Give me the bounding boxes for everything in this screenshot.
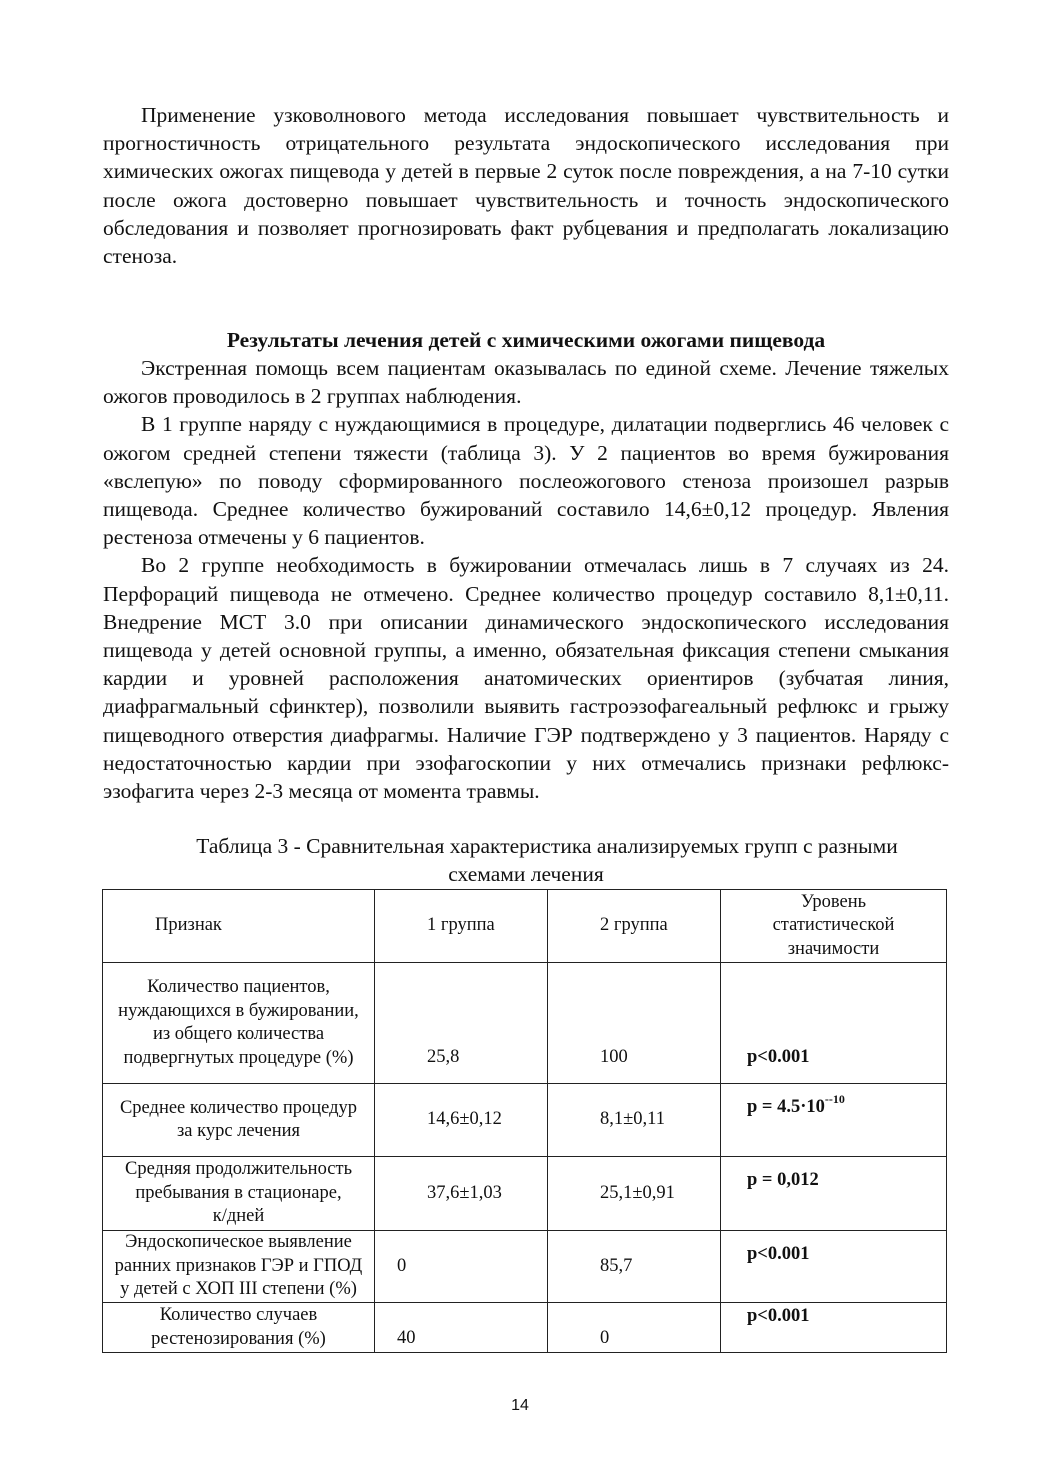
row-group-1-value: 0 <box>375 1231 548 1303</box>
paragraph-narrowband-method: Применение узковолнового метода исследования повышает чувствительность и прогностичность отрицательного результата эндоскопического исследования при химических ожогах пищевода у детей в первые 2 суток после повреждения, а на 7-10 сутки после ожога достоверно повышает чувствительность и точность эндоскопического обследования и позволяет прогнозировать факт рубцевания и предполагать локализацию стеноза. <box>103 103 949 269</box>
section-heading: Результаты лечения детей с химическими ожогами пищевода <box>226 328 826 352</box>
table-row <box>103 1303 947 1353</box>
table-caption-line-2: схемами лечения <box>448 862 604 886</box>
paragraph-group-1: В 1 группе наряду с нуждающимися в процедуре, дилатации подверглись 46 человек с ожогом средней степени тяжести (таблица 3). У 2 пациентов во время бужирования «вслепую» по поводу сформированного послеожогового стеноза произошел разрыв пищевода. Среднее количество бужирований составило 14,6±0,12 процедур. Явления рестеноза отмечены у 6 пациентов. <box>103 412 949 550</box>
row-p-value: p<0.001 <box>721 1303 947 1353</box>
row-group-1-value: 25,8 <box>375 963 548 1084</box>
row-criterion: Количество случаев рестенозирования (%) <box>103 1303 375 1353</box>
row-group-1-value: 37,6±1,03 <box>375 1157 548 1231</box>
body-text-top <box>103 101 949 270</box>
row-group-2-value: 100 <box>548 963 721 1084</box>
comparison-table <box>102 889 947 1353</box>
row-criterion: Эндоскопическое выявление ранних признаков ГЭР и ГПОД у детей с ХОП III степени (%) <box>103 1231 375 1303</box>
body-text-results <box>103 354 949 805</box>
row-group-1-value: 40 <box>375 1303 548 1353</box>
row-group-2-value: 0 <box>548 1303 721 1353</box>
row-group-2-value: 25,1±0,91 <box>548 1157 721 1231</box>
row-criterion: Количество пациентов, нуждающихся в бужировании, из общего количества подвергнутых процедуре (%) <box>103 963 375 1084</box>
row-criterion: Средняя продолжительность пребывания в стационаре, к/дней <box>103 1157 375 1231</box>
table-row <box>103 1157 947 1231</box>
row-p-value: p<0.001 <box>721 963 947 1084</box>
row-p-value: p<0.001 <box>721 1231 947 1303</box>
row-group-2-value: 8,1±0,11 <box>548 1084 721 1157</box>
table-caption <box>103 832 949 888</box>
page-number: 14 <box>511 1397 529 1414</box>
table-row <box>103 963 947 1084</box>
row-p-value: $p = 4.5\cdot 10^{--10}$ <box>721 1084 947 1157</box>
p-value-exponent: --10 <box>824 1091 845 1106</box>
row-group-1-value: 14,6±0,12 <box>375 1084 548 1157</box>
table-row <box>103 1084 947 1157</box>
row-group-2-value: 85,7 <box>548 1231 721 1303</box>
header-group-1: 1 группа <box>375 890 548 963</box>
table-row <box>103 1231 947 1303</box>
table-header-row <box>103 890 947 963</box>
row-criterion: Среднее количество процедур за курс лечения <box>103 1084 375 1157</box>
paragraph-emergency-care: Экстренная помощь всем пациентам оказывалась по единой схеме. Лечение тяжелых ожогов проводилось в 2 группах наблюдения. <box>103 356 949 409</box>
row-p-value: p = 0,012 <box>721 1157 947 1231</box>
paragraph-group-2: Во 2 группе необходимость в бужировании отмечалась лишь в 7 случаях из 24. Перфораций пищевода не отмечено. Среднее количество процедур составило 8,1±0,11. Внедрение МСТ 3.0 при описании динамического эндоскопического исследования пищевода у детей основной группы, а именно, обязательная фиксация степени смыкания кардии и уровней расположения анатомических ориентиров (зубчатая линия, диафрагмальный сфинктер), позволили выявить гастроэзофагеальный рефлюкс и грыжу пищеводного отверстия диафрагмы. Наличие ГЭР подтверждено у 3 пациентов. Наряду с недостаточностью кардии при эзофагоскопии у них отмечались признаки рефлюкс-эзофагита через 2-3 месяца от момента травмы. <box>103 553 949 804</box>
header-group-2: 2 группа <box>548 890 721 963</box>
header-criterion: Признак <box>103 890 375 963</box>
header-significance: Уровень статистической значимости <box>721 890 947 963</box>
table-caption-line-1: Таблица 3 - Сравнительная характеристика анализируемых групп с разными <box>196 834 898 858</box>
